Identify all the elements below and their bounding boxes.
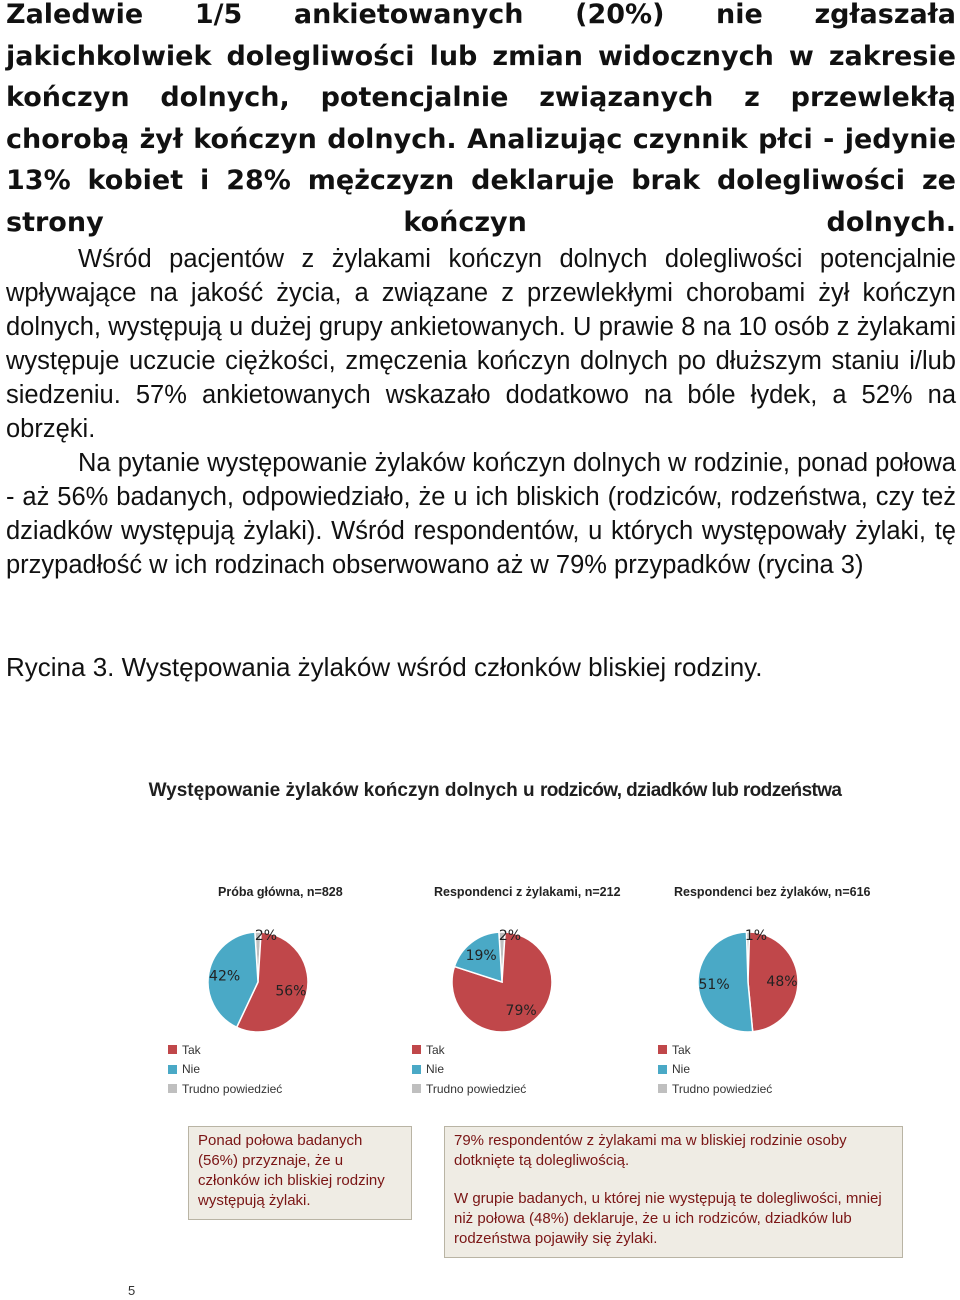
legend-label: Tak <box>672 1042 691 1057</box>
legend-item <box>412 1060 526 1080</box>
pie-data-label: 42% <box>209 968 241 985</box>
paragraph-summary: Zaledwie 1/5 ankietowanych (20%) nie zgłaszała jakichkolwiek dolegliwości lub zmian widocznych w zakresie kończyn dolnych, potencjalnie związanych z przewlekłą chorobą żył kończyn dolnych. Analizując czynnik płci - jedynie 13% kobiet i 28% mężczyzn deklaruje brak dolegliwości ze strony kończyn dolnych. <box>6 0 956 238</box>
pie-data-label: 19% <box>465 948 497 965</box>
legend-label: Trudno powiedzieć <box>426 1081 527 1096</box>
legend-item <box>658 1040 772 1060</box>
legend-item <box>658 1060 772 1080</box>
figure-caption: Rycina 3. Występowania żylaków wśród członków bliskiej rodziny. <box>6 652 763 682</box>
legend-label: Nie <box>426 1062 445 1077</box>
legend-swatch <box>168 1065 177 1074</box>
legend-label: Nie <box>672 1062 691 1077</box>
figure-title <box>0 780 960 802</box>
figure-title-part-1: Występowanie żylaków kończyn dolnych u <box>148 780 540 801</box>
paragraph-symptoms: Wśród pacjentów z żylakami kończyn dolnych dolegliwości potencjalnie wpływające na jakość życia, a związane z przewlekłymi chorobami żył kończyn dolnych, występują u dużej grupy ankietowanych. U prawie 8 na 10 osób z żylakami występuje uczucie ciężkości, zmęczenia kończyn dolnych po dłuższym staniu i/lub siedzeniu. 57% ankietowanych wskazało dodatkowo na bóle łydek, a 52% na obrzęki. <box>6 245 956 443</box>
pie-data-label: 2% <box>498 928 522 944</box>
legend-swatch <box>412 1084 421 1093</box>
note-text: Ponad połowa badanych (56%) przyznaje, że u członków ich bliskiej rodziny występują żylaki. <box>198 1132 385 1209</box>
note-text-varicose: 79% respondentów z żylakami ma w bliskiej rodzinie osoby dotknięte tą dolegliwością. <box>454 1132 847 1169</box>
legend-swatch <box>412 1065 421 1074</box>
legend-item <box>168 1040 282 1060</box>
legend-swatch <box>658 1065 667 1074</box>
chart-legend <box>168 1040 282 1099</box>
legend-label: Nie <box>182 1062 201 1077</box>
pie-chart-main-sample <box>168 885 398 1105</box>
figure-title-part-2: rodziców, dziadków lub rodzeństwa <box>539 780 842 801</box>
chart-title: Próba główna, n=828 <box>218 885 343 899</box>
legend-item <box>412 1040 526 1060</box>
pie-data-label: 79% <box>505 1003 537 1020</box>
legend-swatch <box>412 1045 421 1054</box>
legend-label: Tak <box>182 1042 201 1057</box>
note-box-comparison <box>444 1126 903 1258</box>
legend-swatch <box>168 1045 177 1054</box>
pie-chart-without-varicose <box>658 885 888 1105</box>
legend-item <box>658 1079 772 1099</box>
legend-item <box>168 1060 282 1080</box>
page-number: 5 <box>128 1283 136 1298</box>
chart-legend <box>658 1040 772 1099</box>
legend-label: Tak <box>426 1042 445 1057</box>
pie-data-label: 56% <box>275 983 307 1000</box>
legend-swatch <box>168 1084 177 1093</box>
chart-title: Respondenci z żylakami, n=212 <box>434 885 621 899</box>
legend-swatch <box>658 1045 667 1054</box>
legend-item <box>168 1079 282 1099</box>
chart-title: Respondenci bez żylaków, n=616 <box>674 885 871 899</box>
pie-data-label: 2% <box>254 928 278 944</box>
pie-data-label: 48% <box>766 973 798 990</box>
pie-data-label: 1% <box>744 928 768 944</box>
pie-data-label: 51% <box>698 977 730 994</box>
pie-chart-with-varicose <box>412 885 642 1105</box>
legend-swatch <box>658 1084 667 1093</box>
legend-label: Trudno powiedzieć <box>182 1081 283 1096</box>
legend-label: Trudno powiedzieć <box>672 1081 773 1096</box>
note-text-no-varicose: W grupie badanych, u której nie występują te dolegliwości, mniej niż połowa (48%) deklaruje, że u ich rodziców, dziadków lub rodzeństwa pojawiły się żylaki. <box>454 1190 882 1247</box>
paragraph-family-history: Na pytanie występowanie żylaków kończyn dolnych w rodzinie, ponad połowa - aż 56% badanych, odpowiedziało, że u ich bliskich (rodziców, rodzeństwa, czy też dziadków występują żylaki). Wśród respondentów, u których występowały żylaki, tę przypadłość w ich rodzinach obserwowano aż w 79% przypadków (rycina 3) <box>6 449 956 579</box>
legend-item <box>412 1079 526 1099</box>
note-box-main-sample <box>188 1126 412 1220</box>
chart-legend <box>412 1040 526 1099</box>
